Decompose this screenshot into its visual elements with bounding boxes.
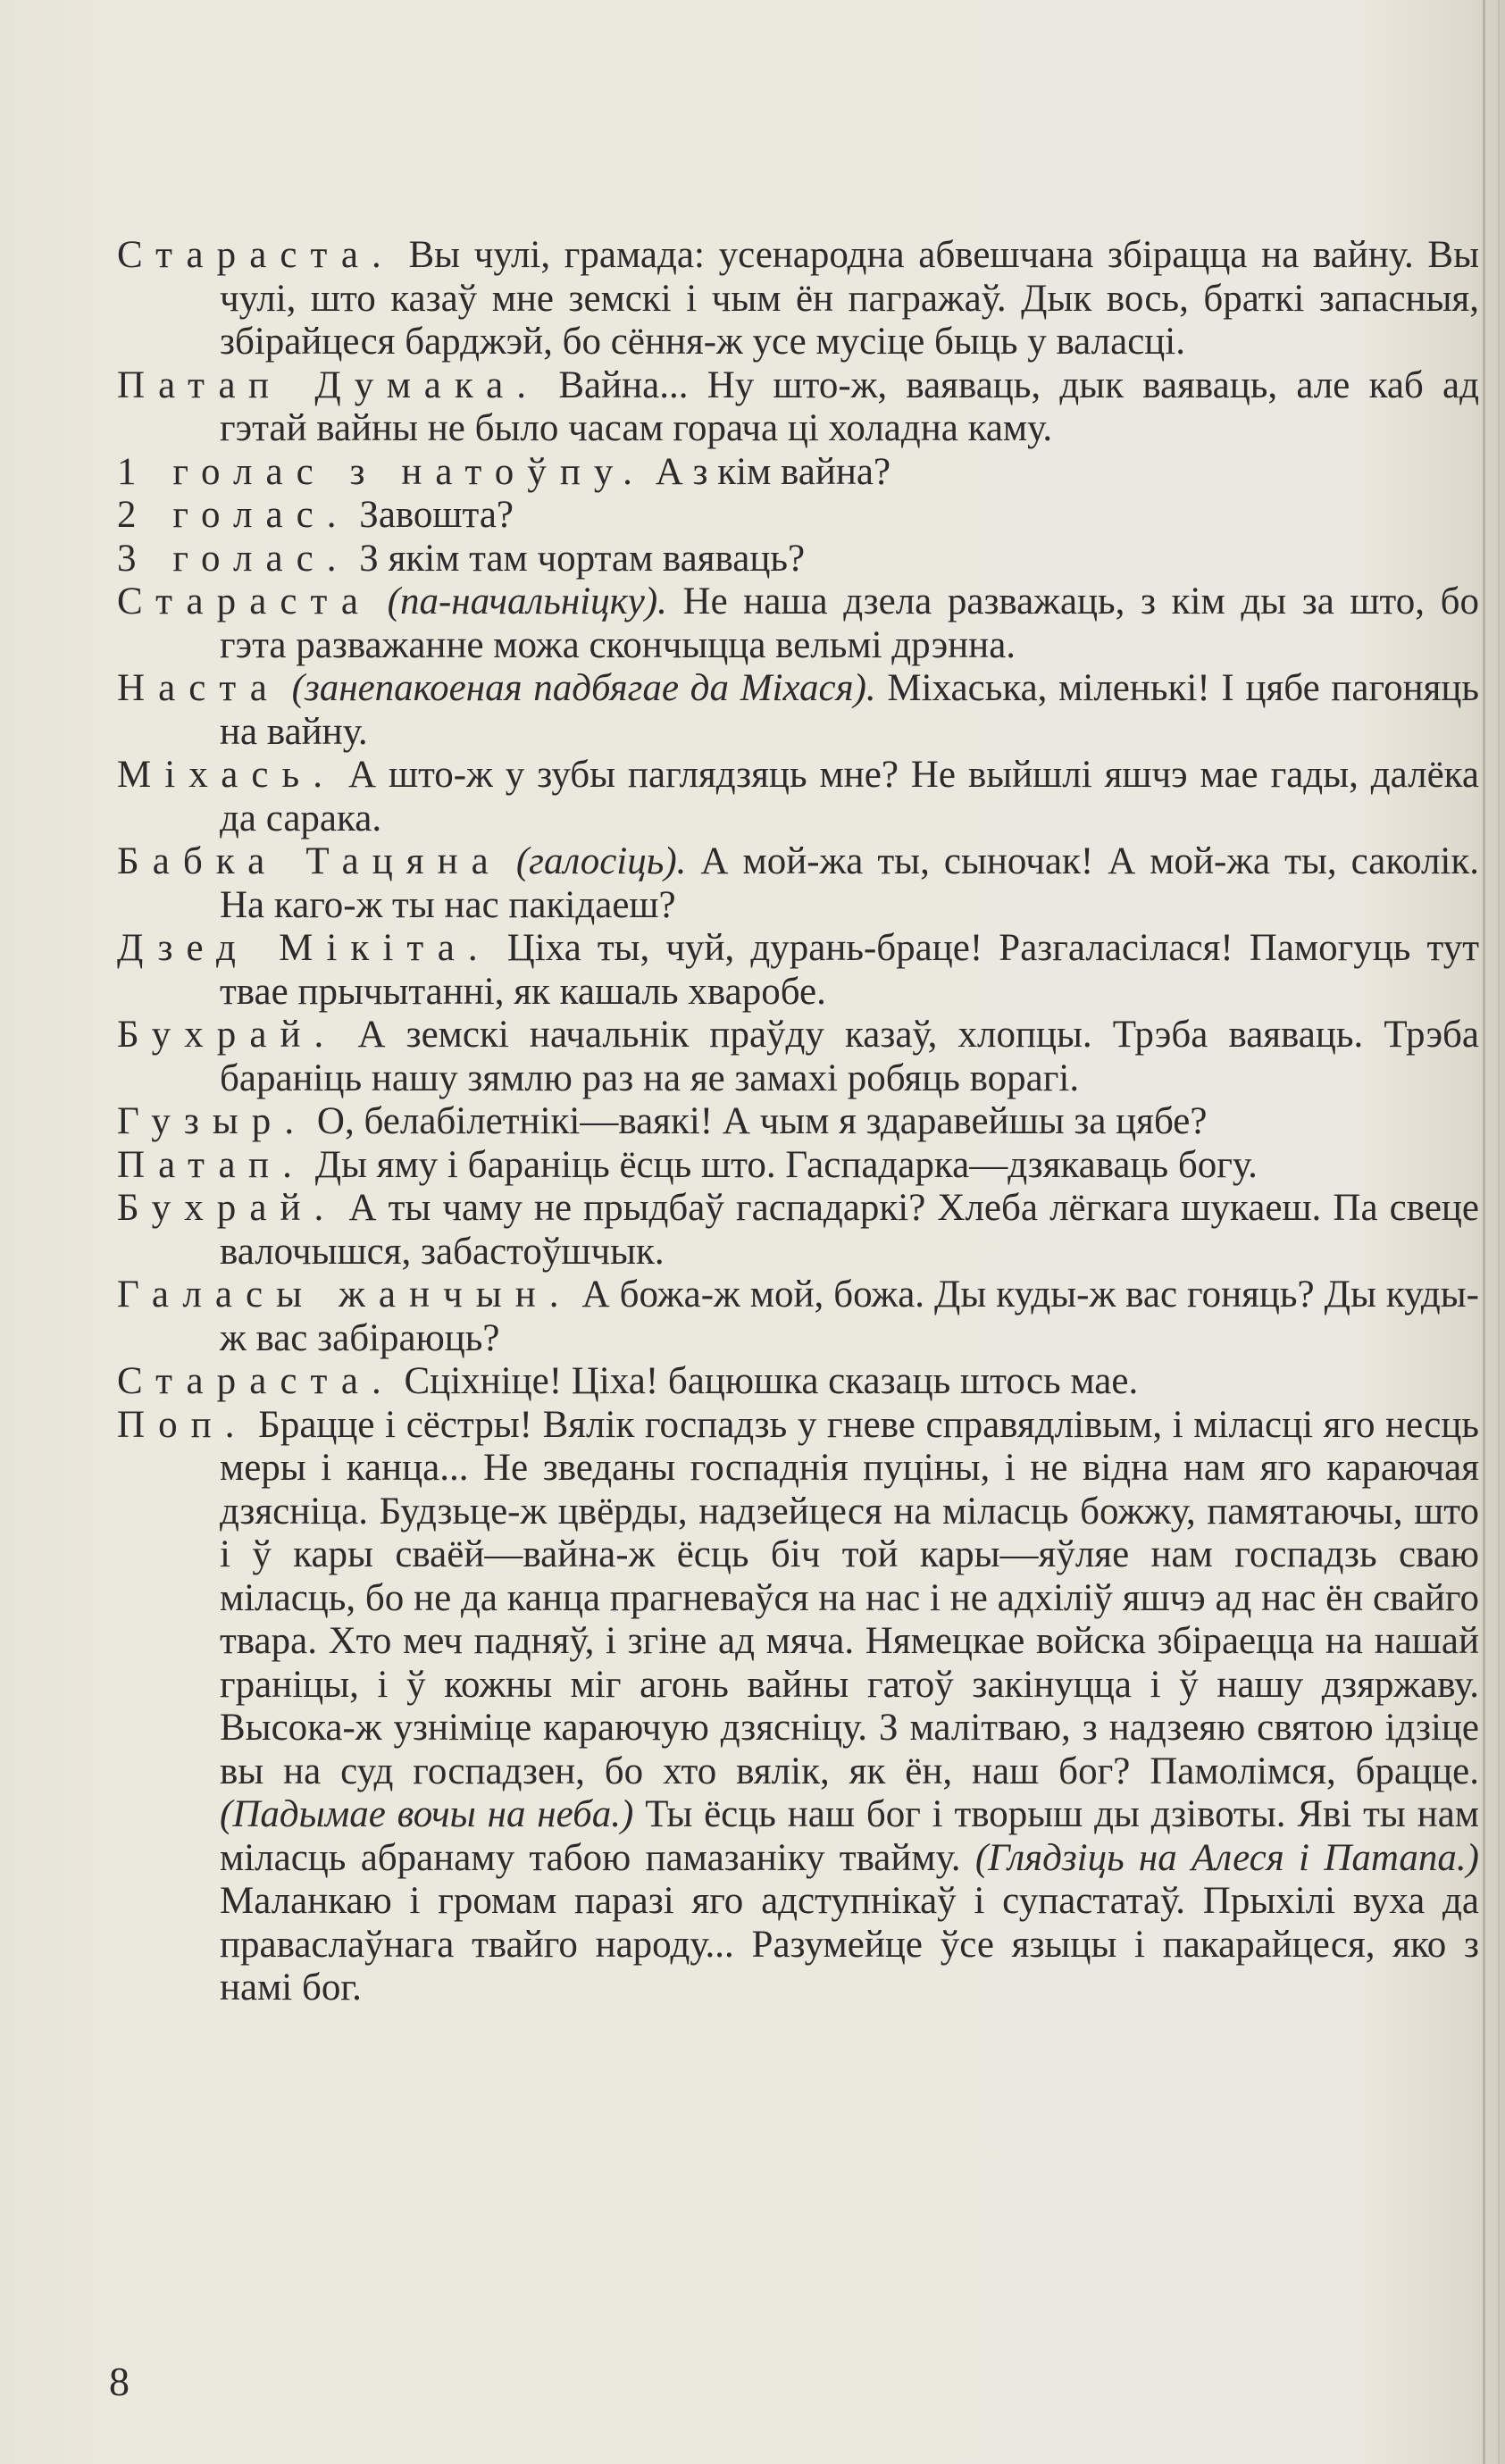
dialogue-entry	[117, 1274, 1479, 1360]
speaker-name: Бабка Тацяна	[117, 840, 502, 882]
dialogue-entry	[117, 581, 1479, 667]
space	[372, 581, 388, 622]
dialogue-entry	[117, 667, 1479, 754]
stage-direction: (галосіць).	[515, 840, 687, 882]
dialogue-entry	[117, 494, 1479, 538]
stage-direction: (Глядзіць на Алеся і Патапа.)	[974, 1836, 1479, 1879]
line-text: А ты чаму не прыдбаў гаспадаркі? Хлеба лёгкага шукаеш. Па свеце валочышся, забастоўшчык.	[220, 1187, 1479, 1273]
speaker-name: Бухрай.	[117, 1187, 338, 1229]
dialogue-entry	[117, 1187, 1479, 1274]
line-text: Вайна... Ну што-ж, ваяваць, дык ваяваць, але каб ад гэтай вайны не было часам горача ці холадна каму.	[220, 363, 1479, 449]
line-text: Не наша дзела разважаць, з кім ды за што, бо гэта разважанне можа скончыцца вельмі дрэнна.	[220, 581, 1479, 666]
dialogue-entry	[117, 1144, 1479, 1188]
speaker-name: 1 голас з натоўпу.	[117, 450, 646, 493]
speaker-name: Наста	[117, 667, 280, 709]
dialogue-entry	[117, 538, 1479, 581]
line-text: А божа-ж мой, божа. Ды куды-ж вас гоняць? Ды куды-ж вас забіраюць?	[220, 1274, 1479, 1359]
line-text: А што-ж у зубы паглядзяць мне? Не выйшлі яшчэ мае гады, далёка да сарака.	[220, 754, 1479, 839]
speaker-name: Дзед Мікіта.	[117, 927, 491, 969]
space	[502, 840, 516, 882]
line-text: А земскі начальнік праўду казаў, хлопцы. Трэба ваяваць. Трэба бараніць нашу зямлю раз на яе замахі робяць ворагі.	[220, 1014, 1479, 1099]
line-text: Ды яму і бараніць ёсць што. Гаспадарка—дзякаваць богу.	[305, 1143, 1258, 1186]
speaker-name: Стараста.	[117, 234, 395, 276]
page-edge-line	[1498, 0, 1500, 2464]
dialogue-entry	[117, 364, 1479, 451]
line-text: О, белабілетнікі—ваякі! А чым я здаравейшы за цябе?	[307, 1100, 1208, 1142]
speaker-name: Галасы жанчын.	[117, 1274, 573, 1316]
speaker-name: Стараста	[117, 581, 372, 622]
dialogue-entry	[117, 234, 1479, 364]
page-number: 8	[109, 2359, 130, 2404]
dialogue-entry	[117, 754, 1479, 840]
line-text: Ты ёсць наш бог і творыш ды дзівоты. Яві ты нам міласць абранаму табою памазаніку твайму.	[220, 1793, 1479, 1879]
line-text: А з кім вайна?	[645, 450, 891, 493]
line-text: А мой-жа ты, сыночак! А мой-жа ты, саколік. На каго-ж ты нас пакідаеш?	[220, 840, 1480, 926]
line-text: Завошта?	[349, 494, 514, 536]
line-text: З якім там чортам ваяваць?	[349, 537, 806, 580]
speaker-name: Стараста.	[117, 1360, 395, 1402]
speaker-name: Міхась.	[117, 754, 336, 796]
page-edge-shadow	[1483, 0, 1485, 2464]
speaker-name: Бухрай.	[117, 1014, 338, 1056]
line-text: Сціхніце! Ціха! бацюшка сказаць штось мае.	[394, 1360, 1139, 1402]
dialogue-entry	[117, 840, 1479, 927]
line-text: Брацце і сёстры! Вялік госпадзь у гневе справядлівым, і міласці яго несць меры і канца... Не зведаны госпаднія пуціны, і не відна нам яго караючая дзясніца. Будзьце-ж цвёрды, надзейцеся на міласць божжу, памятаючы, што і ў кары сваёй—вайна-ж ёсць біч той кары—яўляе нам госпадзь сваю міласць, бо не да канца прагневаўся на нас і не адхіліў яшчэ ад нас ён свайго твара. Хто меч падняў, і згіне ад мяча. Нямецкае войска збіраецца на нашай граніцы, і ў кожны міг агонь вайны гатоў закінуцца і ў нашу дзяржаву. Высока-ж узніміце караючую дзясніцу. З малітваю, з надзеяю святою ідзіце вы на суд госпадзен, бо хто вялік, як ён, наш бог? Памолімся, брацце.	[220, 1403, 1479, 1792]
speaker-name: Патап.	[117, 1143, 305, 1186]
speaker-name: Поп.	[117, 1403, 248, 1446]
line-text: Ціха ты, чуй, дурань-браце! Разгаласілася! Памогуць тут твае прычытанні, як кашаль хваробе.	[220, 927, 1479, 1013]
play-text	[117, 234, 1479, 2010]
dialogue-entry	[117, 927, 1479, 1014]
stage-direction: (Падымае вочы на неба.)	[220, 1793, 634, 1835]
line-text: Вы чулі, грамада: усенародна абвешчана збірацца на вайну. Вы чулі, што казаў мне земскі і чым ён пагражаў. Дык вось, браткі запасныя, збірайцеся барджэй, бо сёння-ж усе мусіце быць у валасці.	[220, 234, 1479, 363]
line-text: Міхаська, міленькі! І цябе пагоняць на вайну.	[220, 667, 1479, 753]
dialogue-entry	[117, 1360, 1479, 1404]
line-text: Маланкаю і громам паразі яго адступнікаў і супастатаў. Прыхілі вуха да праваслаўнага твайго народу... Разумейце ўсе языцы і пакарайцеся, яко з намі бог.	[220, 1880, 1479, 2009]
speaker-name: Гузыр.	[117, 1100, 308, 1142]
dialogue-entry	[117, 1404, 1479, 2010]
dialogue-entry	[117, 451, 1479, 495]
dialogue-entry	[117, 1100, 1479, 1144]
stage-direction: (занепакоеная падбягае да Міхася).	[291, 667, 876, 709]
speaker-name: Патап Думака.	[117, 363, 540, 406]
speaker-name: 2 голас.	[117, 494, 350, 536]
stage-direction: (па-начальніцку).	[387, 581, 667, 622]
space	[280, 667, 292, 709]
speaker-name: 3 голас.	[117, 537, 350, 580]
dialogue-entry	[117, 1014, 1479, 1100]
